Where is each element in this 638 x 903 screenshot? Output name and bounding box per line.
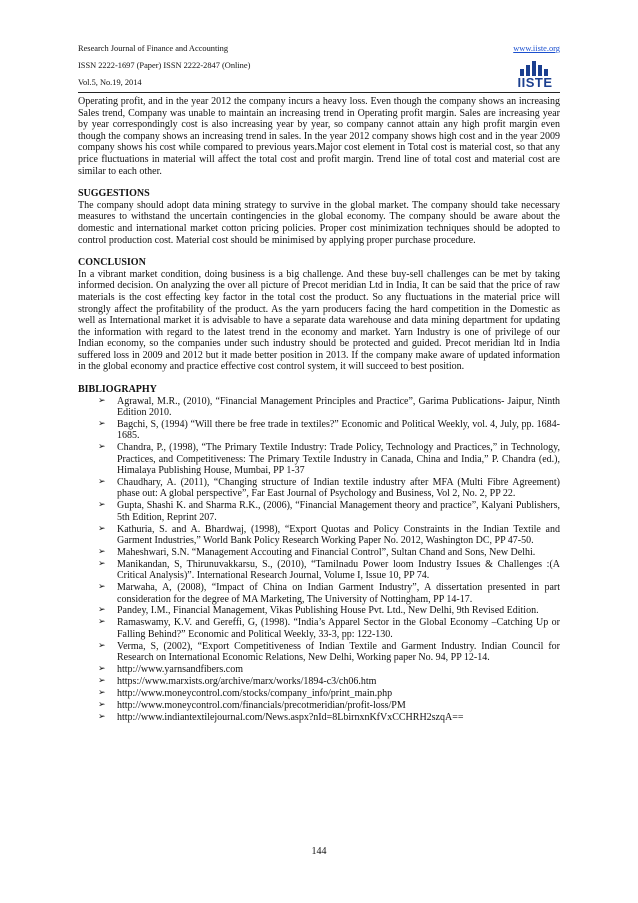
bib-entry: ➢ Manikandan, S, Thirunuvakkarsu, S., (2010), “Tamilnadu Power loom Industry Issues & Challenges :(A Critical Analysis)”. International Research Journal, Volume I, Issue 10, PP 74. [98, 558, 560, 582]
journal-url-link[interactable]: www.iiste.org [513, 44, 560, 53]
arrow-bullet-icon: ➢ [98, 711, 106, 722]
suggestions-section [78, 188, 560, 246]
arrow-bullet-icon: ➢ [98, 687, 106, 698]
arrow-bullet-icon: ➢ [98, 675, 106, 686]
arrow-bullet-icon: ➢ [98, 418, 106, 429]
issn-line: ISSN 2222-1697 (Paper) ISSN 2222-2847 (Online) [78, 61, 251, 70]
bib-link[interactable]: ➢ https://www.marxists.org/archive/marx/works/1894-c3/ch06.htm [98, 675, 377, 687]
bib-link[interactable]: ➢ http://www.indiantextilejournal.com/News.aspx?nId=8LbirnxnKfVxCCHRH2szqA== [98, 711, 464, 723]
arrow-bullet-icon: ➢ [98, 699, 106, 710]
conclusion-heading: CONCLUSION [78, 257, 146, 269]
arrow-bullet-icon: ➢ [98, 664, 106, 674]
page-number: 144 [311, 846, 327, 857]
bibliography-list [78, 396, 560, 723]
bibliography-section [78, 384, 560, 723]
bib-entry: ➢ Chandra, P., (1998), “The Primary Textile Industry: Trade Policy, Technology and Practices,” in Technology, Practices, and Competitiveness: The Primary Textile Industry in Canada, China and India,” P. Chandra (ed.), Himalaya Publishing House, Mumbai, PP 1-37 [98, 442, 560, 477]
arrow-bullet-icon: ➢ [98, 640, 106, 651]
intro-paragraph: Operating profit, and in the year 2012 the company incurs a heavy loss. Even though the company shows an increasing Sales trend, Company was unable to maintain an increasing trend in Operating profit margin. Sales are increasing year by year correspondingly cost is also increasing year by year, so company cannot attain any high profit margin even though the company shows an increasing trend in sales. In the year 2012 company shows high cost and in the year 2009 company shows his cost while compared to previous years.Major cost element in Total cost is material cost, so that any price fluctuations in material will affect the total cost and profit margin. Trend line of total cost and material cost are similar to each other. [78, 96, 560, 177]
bib-entry: ➢ Kathuria, S. and A. Bhardwaj, (1998), “Export Quotas and Policy Constraints in the Indian Textile and Garment Industries,” World Bank Policy Research Working Paper No. 2012, Washington DC, PP 47-50. [98, 523, 560, 547]
arrow-bullet-icon: ➢ [98, 523, 106, 534]
iiste-logo [510, 58, 560, 90]
bib-entry: ➢ Bagchi, S, (1994) “Will there be free trade in textiles?” Economic and Political Weekly, vol. 4, July, pp. 1684-1685. [98, 418, 560, 442]
bib-entry: ➢ Chaudhary, A. (2011), “Changing structure of Indian textile industry after MFA (Multi Fibre Agreement) phase out: A global perspective”, Far East Journal of Psychology and Business, Vol 2, No. 2, PP 22. [98, 477, 560, 500]
bib-entry: ➢ Ramaswamy, K.V. and Gereffi, G, (1998). “India’s Apparel Sector in the Global Economy –Catching Up or Falling Behind?” Economic and Political Weekly, 33-3, pp: 122-130. [98, 617, 560, 640]
bib-entry: ➢ Pandey, I.M., Financial Management, Vikas Publishing House Pvt. Ltd., New Delhi, 9th Revised Edition. [98, 605, 539, 617]
bib-entry: ➢ Marwaha, A, (2008), “Impact of China on Indian Garment Industry”, A dissertation presented in part consideration for the degree of MA Marketing, The University of Nottingham, PP 14-17. [98, 582, 560, 605]
bib-entry: ➢ Verma, S, (2002), “Export Competitiveness of Indian Textile and Garment Industry. Indian Council for Research on International Economic Relations, New Delhi, Working paper No. 94, PP 12-14. [98, 640, 560, 664]
arrow-bullet-icon: ➢ [98, 605, 106, 616]
bibliography-heading: BIBLIOGRAPHY [78, 384, 157, 396]
suggestions-heading: SUGGESTIONS [78, 188, 150, 200]
bib-link[interactable]: ➢ http://www.moneycontrol.com/financials/precotmeridian/profit-loss/PM [98, 699, 406, 711]
volume-line: Vol.5, No.19, 2014 [78, 78, 142, 87]
bib-entry: ➢ Agrawal, M.R., (2010), “Financial Management Principles and Practice”, Garima Publications- Jaipur, Ninth Edition 2010. [98, 395, 560, 419]
arrow-bullet-icon: ➢ [98, 582, 106, 593]
conclusion-section [78, 257, 560, 373]
arrow-bullet-icon: ➢ [98, 395, 106, 406]
arrow-bullet-icon: ➢ [98, 500, 106, 511]
arrow-bullet-icon: ➢ [98, 477, 106, 487]
bib-entry: ➢ Gupta, Shashi K. and Sharma R.K., (2006), “Financial Management theory and practice”, Kalyani Publishers, 5th Edition, Reprint 207. [98, 500, 560, 523]
suggestions-paragraph: The company should adopt data mining strategy to survive in the global market. The company should take necessary measures to withstand the uncertain contingencies in the global economy. The company should be aware about the domestic and international market cotton pricing policies. Proper cost minimization techniques should be adopted to control production cost. Material cost should be minimised by applying proper purchase procedure. [78, 199, 560, 246]
conclusion-paragraph: In a vibrant market condition, doing business is a big challenge. And these buy-sell challenges can be met by taking informed decision. On analyzing the over all picture of Precot meridian Ltd in India, It can be said that the price of raw materials is the cost effecting key factor in the total cost the product. So any fluctuations in the material price will strongly affect the profitability of the product. As the yarn producers facing the hard competition in the Domestic as well as International market it is advisable to have a separate data warehouse and data mining department for updating the information with regard to the latest trend in the economy and market. Yarn Industry is one of privilege of our Indian economy, so the companies under such industry should be protected and guided. Precot meridian ltd in India suffered loss in 2009 and 2012 but it made better position in 2013. If the company make aware of updated information in the global economy and practice effective cost control system, it will succeed to best position. [78, 268, 560, 373]
bib-link[interactable]: ➢ http://www.yarnsandfibers.com [98, 664, 243, 675]
page-header [78, 40, 560, 91]
header-divider [78, 92, 560, 93]
arrow-bullet-icon: ➢ [98, 546, 106, 557]
journal-title: Research Journal of Finance and Accounting [78, 44, 229, 53]
bib-entry: ➢ Maheshwari, S.N. “Management Accouting and Financial Control”, Sultan Chand and Sons, New Delhi. [98, 546, 536, 558]
arrow-bullet-icon: ➢ [98, 558, 106, 569]
bib-link[interactable]: ➢ http://www.moneycontrol.com/stocks/company_info/print_main.php [98, 687, 393, 699]
logo-wordmark: IISTE [517, 75, 553, 90]
arrow-bullet-icon: ➢ [98, 617, 106, 628]
arrow-bullet-icon: ➢ [98, 442, 106, 453]
article-body [78, 96, 560, 724]
